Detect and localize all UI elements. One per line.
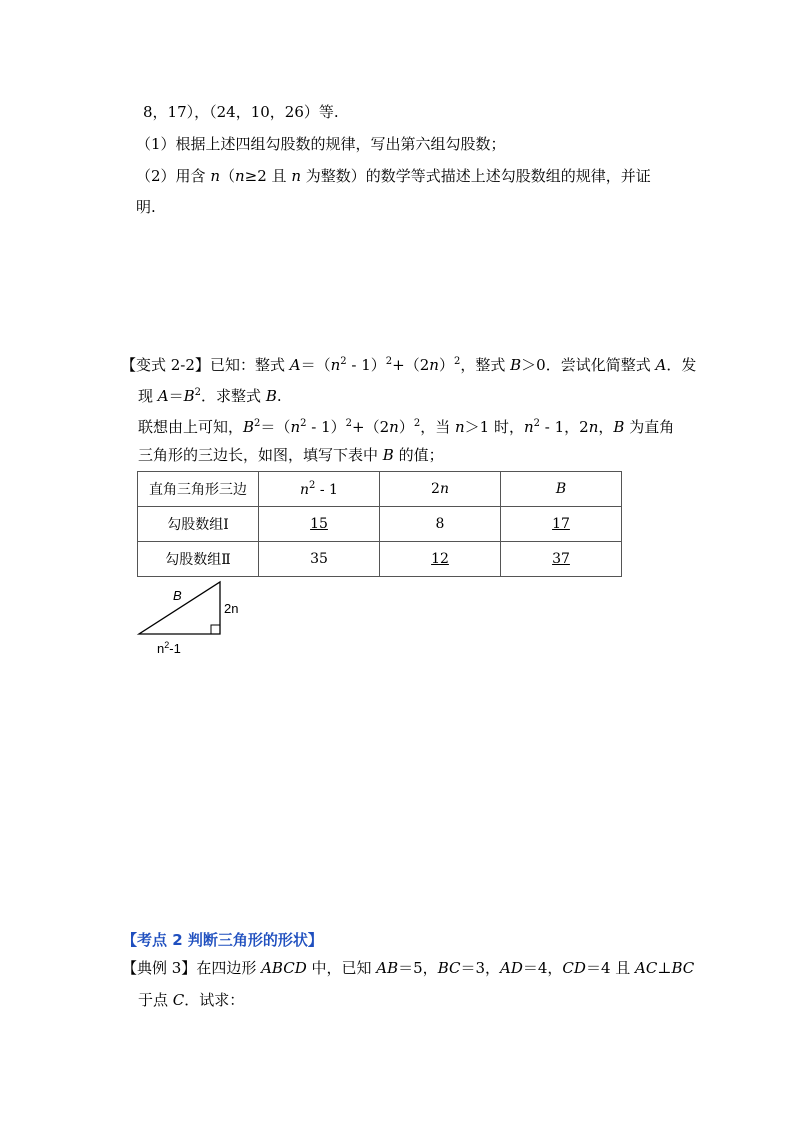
table-row-label: 勾股数组Ⅱ bbox=[138, 542, 259, 577]
question-1: （1）根据上述四组勾股数的规律，写出第六组勾股数； bbox=[136, 135, 506, 153]
question-2-cont: 明. bbox=[136, 198, 156, 216]
variant-line-2: 现 $A=B^2$．求整式 B. bbox=[138, 387, 282, 405]
table-cell-answer: 12 bbox=[380, 542, 501, 577]
table-row bbox=[138, 507, 622, 542]
table-cell-answer: 15 bbox=[259, 507, 380, 542]
variant-line-4: 三角形的三边长，如图，填写下表中 B 的值； bbox=[138, 446, 444, 464]
table-header-row bbox=[138, 472, 622, 507]
table-cell-answer: 37 bbox=[501, 542, 622, 577]
text-line-1: 8，17），（24，10，26）等. bbox=[143, 103, 339, 121]
table-row-label: 勾股数组Ⅰ bbox=[138, 507, 259, 542]
table-row bbox=[138, 542, 622, 577]
table-header-cell: $n^2 - 1$ bbox=[259, 472, 380, 507]
table-header-cell: B bbox=[501, 472, 622, 507]
section-title: 【考点 2 判断三角形的形状】 bbox=[122, 931, 323, 949]
variant-line-1: 【变式 2-2】已知：整式 $A=(n^2 - 1)^2+(2n)^2$，整式 B＞0．尝试化简整式 A．发 bbox=[121, 356, 697, 374]
right-triangle-figure bbox=[136, 578, 226, 638]
example-3-line-1: 【典例 3】在四边形 ABCD 中，已知 AB＝5，BC＝3，AD＝4，CD＝4 且 AC⊥BC bbox=[122, 959, 695, 977]
pythagorean-table bbox=[137, 471, 622, 577]
hypotenuse-label: B bbox=[173, 588, 182, 603]
table-header-cell: 2n bbox=[380, 472, 501, 507]
variant-line-3: 联想由上可知，$B^2=(n^2 - 1)^2+(2n)^2$，当 n＞1 时，$n^2 - 1$，2n，B 为直角 bbox=[138, 418, 675, 436]
example-3-line-2: 于点 C．试求： bbox=[138, 991, 245, 1009]
vertical-side-label: 2n bbox=[224, 601, 239, 616]
table-cell: 8 bbox=[380, 507, 501, 542]
table-cell-answer: 17 bbox=[501, 507, 622, 542]
table-cell: 35 bbox=[259, 542, 380, 577]
right-angle-marker bbox=[211, 625, 220, 634]
base-label: $n^2-1$ bbox=[157, 640, 181, 656]
table-header-cell: 直角三角形三边 bbox=[138, 472, 259, 507]
question-2: （2）用含 n（n≥2 且 n 为整数）的数学等式描述上述勾股数组的规律，并证 bbox=[136, 167, 651, 185]
